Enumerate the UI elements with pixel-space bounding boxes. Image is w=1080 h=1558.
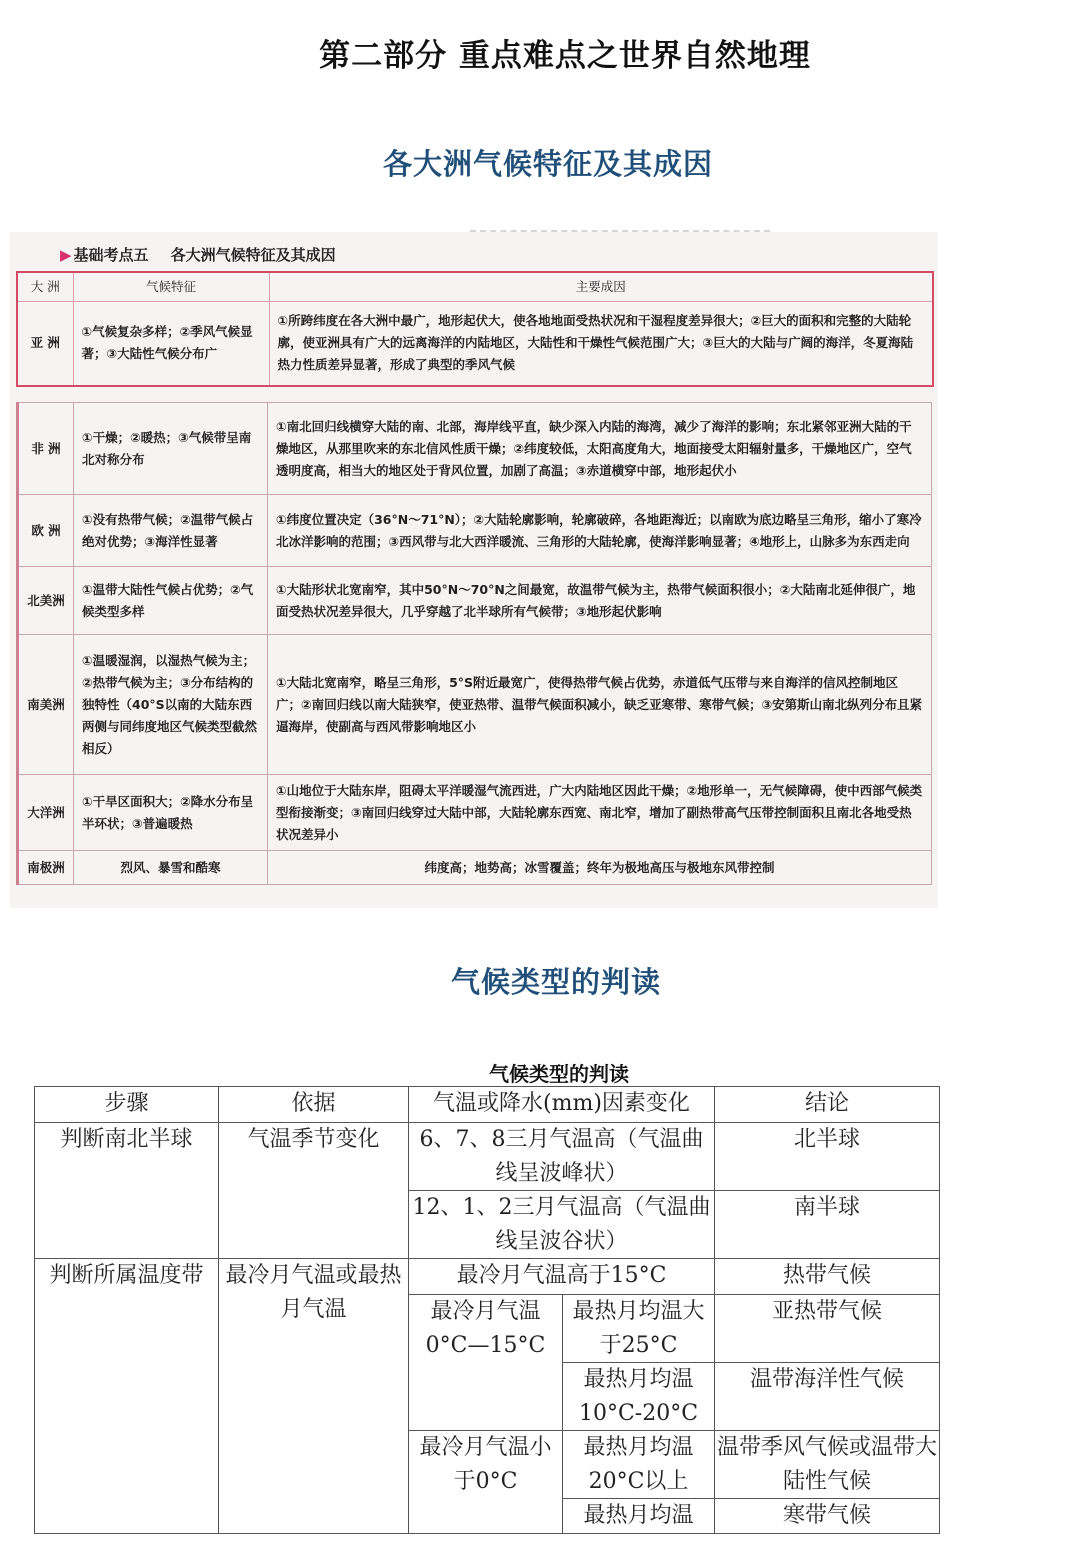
climate-judgment-table <box>34 1086 940 1534</box>
column-header-continent: 大 洲 <box>17 272 73 302</box>
table-row <box>18 775 932 851</box>
page-title: 第二部分 重点难点之世界自然地理 <box>319 38 811 74</box>
continent-name: 大洋洲 <box>18 775 74 851</box>
climate-causes: ①纬度位置决定（36°N～71°N）；②大陆轮廓影响，轮廓破碎，各地距海近；以南欧为底边略呈三角形，缩小了寒冷北冰洋影响的范围；③西风带与北大西洋暖流、三角形的大陆轮廓，使海洋影响显著；④地形上，山脉多为东西走向 <box>268 495 932 567</box>
table-row <box>18 635 932 775</box>
continent-name: 南美洲 <box>18 635 74 775</box>
column-header-features: 气候特征 <box>73 272 269 302</box>
continent-name: 欧 洲 <box>18 495 74 567</box>
climate-causes: ①山地位于大陆东岸，阻碍太平洋暖湿气流西进，广大内陆地区因此干燥；②地形单一，无气候障碍，使中西部气候类型衔接渐变；③南回归线穿过大陆中部，大陆轮廓东西宽、南北窄，增加了副热带高气压带控制面积且南北各地受热状况差异小 <box>268 775 932 851</box>
table-row <box>18 851 932 885</box>
result-temperate-maritime: 温带海洋性气候 <box>715 1363 939 1431</box>
hottest-month-above-20: 最热月均温20°C以上 <box>563 1431 715 1499</box>
result-southern-hemisphere: 南半球 <box>715 1191 939 1259</box>
continent-name: 北美洲 <box>18 567 74 635</box>
table-caption: 气候类型的判读 <box>489 1062 629 1086</box>
column-header-result: 结论 <box>715 1087 939 1123</box>
climate-features: ①温带大陆性气候占优势；②气候类型多样 <box>74 567 268 635</box>
basis-extreme-temperature: 最冷月气温或最热月气温 <box>219 1259 409 1533</box>
table-header-row <box>17 272 933 302</box>
change-northern: 6、7、8三月气温高（气温曲线呈波峰状） <box>409 1123 715 1191</box>
climate-features: ①没有热带气候；②温带气候占绝对优势；③海洋性显著 <box>74 495 268 567</box>
triangle-marker-icon: ▶ <box>60 246 72 264</box>
scan-bleed-through <box>470 230 770 242</box>
coldest-month-0-15: 最冷月气温0°C—15°C <box>409 1295 563 1431</box>
scan-header-prefix: 基础考点五 <box>73 246 149 264</box>
climate-features: 烈风、暴雪和酷寒 <box>74 851 268 885</box>
step-hemisphere: 判断南北半球 <box>35 1123 219 1259</box>
climate-causes: ①大陆北宽南窄，略呈三角形，5°S附近最宽广，使得热带气候占优势，赤道低气压带与来自海洋的信风控制地区广；②南回归线以南大陆狭窄，使亚热带、温带气候面积减小，缺乏亚寒带、寒带气候；③安第斯山南北纵列分布且紧逼海岸，使副高与西风带影响地区小 <box>268 635 932 775</box>
continent-name: 亚 洲 <box>17 302 73 386</box>
climate-causes: ①所跨纬度在各大洲中最广，地形起伏大，使各地地面受热状况和干湿程度差异很大；②巨大的面积和完整的大陆轮廓，使亚洲具有广大的远离海洋的内陆地区，大陆性和干燥性气候范围广大；③巨大的大陆与广阔的海洋，冬夏海陆热力性质差异显著，形成了典型的季风气候 <box>269 302 933 386</box>
scan-header-text: 各大洲气候特征及其成因 <box>170 246 336 264</box>
column-header-change: 气温或降水(mm)因素变化 <box>409 1087 715 1123</box>
step-temperature-zone: 判断所属温度带 <box>35 1259 219 1533</box>
table-row <box>18 403 932 495</box>
climate-causes: ①大陆形状北宽南窄，其中50°N～70°N之间最宽，故温带气候为主，热带气候面积很小；②大陆南北延伸很广，地面受热状况差异很大，几乎穿越了北半球所有气候带；③地形起伏影响 <box>268 567 932 635</box>
column-header-causes: 主要成因 <box>269 272 933 302</box>
column-header-basis: 依据 <box>219 1087 409 1123</box>
table-row <box>18 567 932 635</box>
hottest-month-10-20: 最热月均温10°C-20°C <box>563 1363 715 1431</box>
climate-features: ①干旱区面积大；②降水分布呈半环状；③普遍暖热 <box>74 775 268 851</box>
continent-name: 南极洲 <box>18 851 74 885</box>
continent-climate-table-part2 <box>16 402 932 885</box>
table-row <box>18 495 932 567</box>
climate-features: ①干燥；②暖热；③气候带呈南北对称分布 <box>74 403 268 495</box>
climate-features: ①温暖湿润，以湿热气候为主；②热带气候为主；③分布结构的独特性（40°S以南的大陆东西两侧与同纬度地区气候类型截然相反） <box>74 635 268 775</box>
continent-climate-table-part1 <box>16 271 934 387</box>
change-tropical: 最冷月气温高于15°C <box>409 1259 715 1295</box>
result-tropical: 热带气候 <box>715 1259 939 1295</box>
result-northern-hemisphere: 北半球 <box>715 1123 939 1191</box>
result-subtropical: 亚热带气候 <box>715 1295 939 1363</box>
section-title-climate-judgment: 气候类型的判读 <box>450 965 661 999</box>
continent-name: 非 洲 <box>18 403 74 495</box>
result-polar: 寒带气候 <box>782 1503 871 1528</box>
climate-causes: 纬度高；地势高；冰雪覆盖；终年为极地高压与极地东风带控制 <box>268 851 932 885</box>
scan-header <box>60 244 336 265</box>
climate-features: ①气候复杂多样；②季风气候显著；③大陆性气候分布广 <box>73 302 269 386</box>
table-row <box>17 302 933 386</box>
climate-causes: ①南北回归线横穿大陆的南、北部，海岸线平直，缺少深入内陆的海湾，减少了海洋的影响；东北紧邻亚洲大陆的干燥地区，从那里吹来的东北信风性质干燥；②纬度较低，太阳高度角大，地面接受太阳辐射量多，干燥地区广，空气透明度高，相当大的地区处于背风位置，加剧了高温；③赤道横穿中部，地形起伏小 <box>268 403 932 495</box>
section-title-continents: 各大洲气候特征及其成因 <box>382 147 713 181</box>
column-header-step: 步骤 <box>35 1087 219 1123</box>
basis-seasonal-temperature: 气温季节变化 <box>219 1123 409 1259</box>
hottest-month-cold: 最热月均温 <box>563 1499 715 1533</box>
change-southern: 12、1、2三月气温高（气温曲线呈波谷状） <box>409 1191 715 1259</box>
result-temperate-monsoon-continental: 温带季风气候或温带大陆性气候 <box>715 1431 939 1499</box>
coldest-month-below-0: 最冷月气温小于0°C <box>409 1431 563 1533</box>
hottest-month-above-25: 最热月均温大于25°C <box>563 1295 715 1363</box>
